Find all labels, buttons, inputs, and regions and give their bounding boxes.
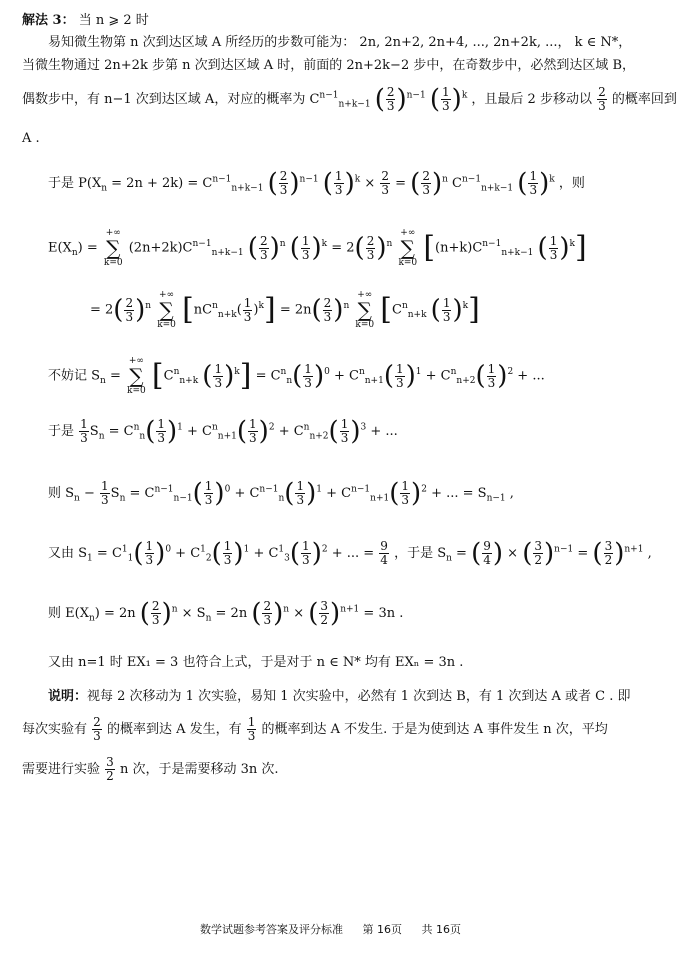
footer-page-number: 第 16页 [362, 923, 402, 936]
method-condition: 当 n ⩾ 2 时 [78, 13, 149, 28]
equation-s1: 又由 $S_1 = C^1_1$( $\frac{1}{3}$ )$^0 + C^1_2$( $\frac{1}{3}$ )$^1 + C^1_3$( $\frac{1}{3}$ )$^2$ + ... = $\frac{9}{4}$ ，于是 $S_n$ = ( $\frac{9}{4}$ ) × ( $\frac{3}{2}$ )$^{n-1}$ = ( $\frac{3}{2}$ )$^{n+1}$ , [48, 538, 652, 569]
s-definition-prefix: 不妨记 S [48, 368, 101, 384]
equation-1-prefix: 于是 P(X [48, 176, 102, 191]
s1-prefix: 又由 S [48, 546, 88, 561]
paragraph-3-text-a: 偶数步中，有 n−1 次到达区域 A，对应的概率为 C [22, 92, 320, 107]
note-line-3: 需要进行实验 $\frac{3}{2}$ n 次，于是需要移动 3n 次. [22, 755, 279, 783]
note-3-text-b: n 次，于是需要移动 3n 次. [119, 762, 279, 777]
equation-s-definition: 不妨记 $S_n$ = +∞ ∑ k=0 [$C^n_{n+k}$ ( $\frac{1}{3}$ )$^k] = C^n_n$( $\frac{1}{3}$ )$^0 + C^n_{n+1}$( $\frac{1}{3}$ )$^1 + C^n_{n+2}$( $\frac{1}{3}$ )$^2$ + ... [48, 356, 545, 396]
note-2-text-c: 的概率到达 A 不发生. 于是为使到达 A 事件发生 n 次，平均 [261, 722, 608, 737]
equation-third-s: 于是 $\frac{1}{3}$ $S_n = C^n_n$( $\frac{1}{3}$ )$^1 + C^n_{n+1}$( $\frac{1}{3}$ )$^2 + C^n_{n+2}$( $\frac{1}{3}$ )$^3$ + ... [48, 416, 398, 447]
note-line-2: 每次实验有 $\frac{2}{3}$ 的概率到达 A 发生，有 $\frac{1}{3}$ 的概率到达 A 不发生. 于是为使到达 A 事件发生 n 次，平均 [22, 715, 608, 743]
paragraph-3-text-c: 的概率回到 [611, 92, 677, 107]
third-prefix: 于是 [48, 424, 75, 439]
equation-expectation-2: = 2( $\frac{2}{3}$ )$^n$ +∞ ∑ k=0 [$nC^n_{n+k}$( $\frac{1}{3}$ )$^k$] = 2n( $\frac{2}{3}$ )$^n$ +∞ ∑ k=0 [$C^n_{n+k}$ ( $\frac{1}{3}$ )$^k$] [90, 290, 480, 330]
paragraph-1: 易知微生物第 n 次到达区域 A 所经历的步数可能为： 2n, 2n+2, 2n+4, ..., 2n+2k, ...， k ∈ N*， [48, 35, 632, 50]
equation-difference: 则 $S_n$ − $\frac{1}{3}$ $S_n = C^{n-1}_{n-1}$( $\frac{1}{3}$ )$^0 + C^{n-1}_n$( $\frac{1}{3}$ )$^1 + C^{n-1}_{n+1}$( $\frac{1}{3}$ )$^2$ + ... = $S_{n-1}$ , [48, 478, 514, 509]
expectation-prefix: 则 E(X [48, 606, 89, 621]
equation-probability: 于是 $P(X_n = 2n + 2k) = C^{n-1}_{n+k-1}$ ( $\frac{2}{3}$ )$^{n-1}$ ( $\frac{1}{3}$ )$^k$ × $\frac{2}{3}$ = ( $\frac{2}{3}$ )$^n$ $C^{n-1}_{n+k-1}$ ( $\frac{1}{3}$ )$^k$ ，则 [48, 168, 585, 199]
difference-prefix: 则 S [48, 486, 75, 501]
paragraph-4: A . [22, 131, 40, 146]
paragraph-3-text-b: ，且最后 2 步移动以 [471, 92, 592, 107]
note-line-1 [48, 688, 631, 706]
footer-title: 数学试题参考答案及评分标准 [200, 923, 343, 936]
check-line: 又由 n=1 时 EX₁ = 3 也符合上式，于是对于 n ∈ N* 均有 EXₙ = 3n . [48, 655, 464, 670]
note-1-text: 视每 2 次移动为 1 次实验，易知 1 次实验中，必然有 1 次到达 B，有 1 次到达 A 或者 C . 即 [87, 689, 631, 704]
method-label: 解法 3： [22, 13, 75, 28]
note-label: 说明： [48, 689, 88, 704]
footer-total-pages: 共 16页 [421, 923, 461, 936]
paragraph-2: 当微生物通过 2n+2k 步第 n 次到达区域 A 时，前面的 2n+2k−2 步中，在奇数步中，必然到达区域 B， [22, 58, 636, 73]
paragraph-3: 偶数步中，有 n−1 次到达区域 A，对应的概率为 $C^{n-1}_{n+k-1}$ ( $\frac{2}{3}$ )$^{n-1}$ ( $\frac{1}{3}$ )$^k$ ，且最后 2 步移动以 $\frac{2}{3}$ 的概率回到 [22, 84, 677, 115]
s1-mid: ，于是 S [394, 546, 447, 561]
note-2-text-b: 的概率到达 A 发生，有 [106, 722, 242, 737]
note-2-text-a: 每次实验有 [22, 722, 88, 737]
method-heading [22, 12, 149, 30]
equation-expectation-1: $E(X_n)$ = +∞ ∑ k=0 $(2n+2k)C^{n-1}_{n+k-1}$ ( $\frac{2}{3}$ )$^n$ ( $\frac{1}{3}$ )$^k$ = 2( $\frac{2}{3}$ )$^n$ +∞ ∑ k=0 [$(n+k)C^{n-1}_{n+k-1}$ ( $\frac{1}{3}$ )$^k$] [48, 228, 587, 268]
page-footer [0, 921, 661, 937]
note-3-text-a: 需要进行实验 [22, 762, 101, 777]
equation-1-tail: ，则 [558, 176, 585, 191]
equation-expectation-result: 则 $E(X_n) = 2n$ ( $\frac{2}{3}$ )$^n \times S_n = 2n$ ( $\frac{2}{3}$ )$^n$ × ( $\frac{3}{2}$ )$^{n+1}$ = 3n . [48, 598, 404, 629]
